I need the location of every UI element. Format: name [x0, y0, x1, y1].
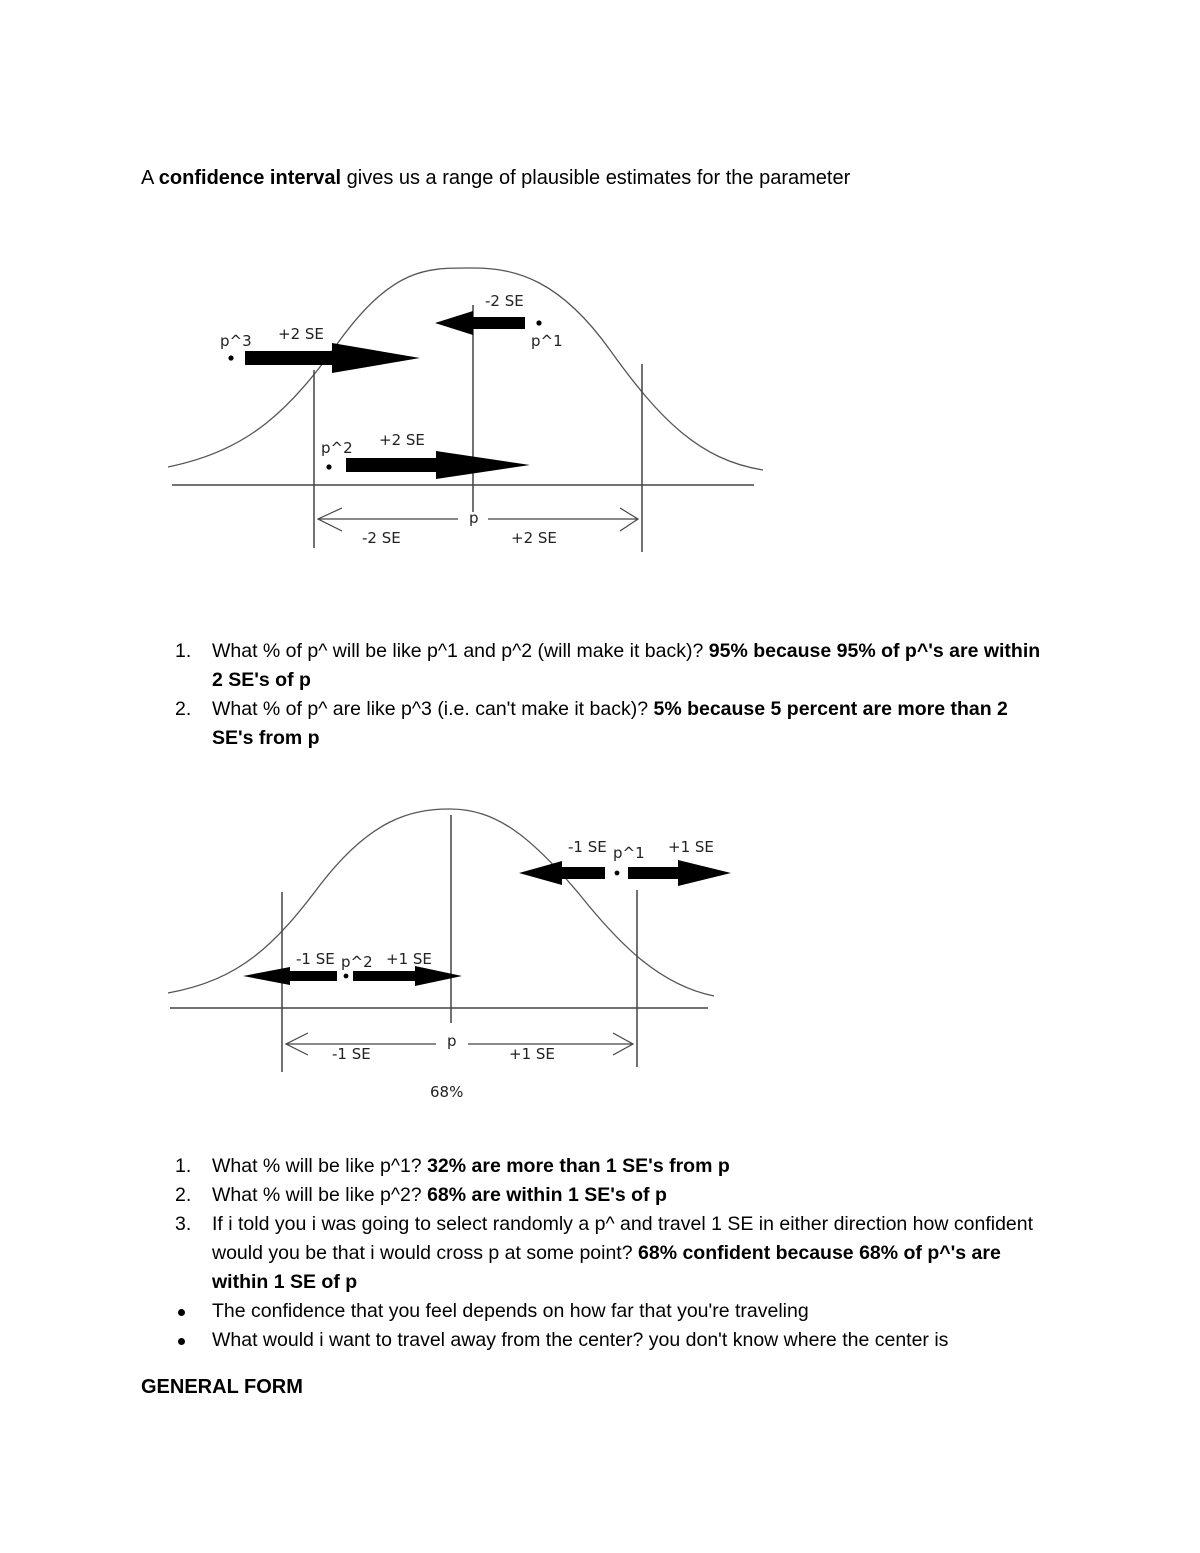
list-item [172, 1152, 1052, 1181]
normal-curve [168, 809, 714, 996]
left-span-label: -2 SE [362, 529, 401, 547]
intro-prefix: A [141, 167, 159, 189]
percent-label: 68% [430, 1083, 464, 1101]
normal-curve [168, 268, 763, 470]
section-heading: GENERAL FORM [141, 1376, 303, 1398]
question-text: What % will be like p^2? [212, 1184, 428, 1206]
p-hat-2-label: p^2 [321, 439, 353, 457]
p-hat-1-point [615, 871, 620, 876]
arrow1-left-label: -1 SE [568, 838, 607, 856]
list-number: 2. [175, 1184, 192, 1206]
arrow3-label: +2 SE [278, 325, 324, 343]
right-span-label: +2 SE [511, 529, 557, 547]
bullet-item [172, 1297, 1052, 1326]
arrow1-left-arrow [435, 311, 525, 335]
bullet-dot-icon [178, 1309, 185, 1316]
arrow1-label: -2 SE [485, 292, 524, 310]
list-item [172, 637, 1052, 695]
answer-text: 68% are within 1 SE's of p [427, 1184, 667, 1206]
arrow2-label: +2 SE [379, 431, 425, 449]
arrow2-right-label: +1 SE [386, 950, 432, 968]
p-hat-1-label: p^1 [531, 332, 563, 350]
bullet-text: The confidence that you feel depends on how far that you're traveling [212, 1300, 809, 1322]
question-list-2 [172, 1152, 1052, 1355]
p-label: p [469, 509, 479, 527]
arrow2-right-arrow [346, 451, 530, 479]
p-hat-3-label: p^3 [220, 332, 252, 350]
bullet-text: What would i want to travel away from the center? you don't know where the center is [212, 1329, 949, 1351]
intro-sentence [141, 165, 850, 191]
arrow2-left-label: -1 SE [296, 950, 335, 968]
p-label: p [447, 1032, 457, 1050]
p-hat-3-point [228, 355, 233, 360]
question-text: What % of p^ will be like p^1 and p^2 (will make it back)? [212, 640, 709, 662]
right-span-label: +1 SE [509, 1045, 555, 1063]
list-number: 3. [175, 1213, 192, 1235]
answer-text: 32% are more than 1 SE's from p [427, 1155, 730, 1177]
list-item [172, 1181, 1052, 1210]
diagram-one-se [0, 795, 800, 1115]
arrow1-right-arrow [628, 860, 731, 886]
p-hat-2-label: p^2 [341, 953, 373, 971]
arrow3-right-arrow [245, 343, 420, 373]
intro-term: confidence interval [158, 167, 342, 189]
question-text: If i told you i was going to select randomly a p^ and travel 1 SE in either direction how confident would you be that i would cross p at some point? [212, 1213, 1034, 1264]
arrow1-right-label: +1 SE [668, 838, 714, 856]
question-text: What % of p^ are like p^3 (i.e. can't make it back)? [212, 698, 654, 720]
intro-rest: gives us a range of plausible estimates for the parameter [341, 167, 851, 189]
list-item [172, 1210, 1052, 1297]
left-span-label: -1 SE [332, 1045, 371, 1063]
arrow1-left-arrow [519, 861, 605, 885]
list-item [172, 695, 1052, 753]
question-list-1 [172, 637, 1052, 753]
p-hat-1-point [536, 320, 541, 325]
bullet-dot-icon [178, 1338, 185, 1345]
answer-text: 5% because 5 percent are more than 2 SE's from p [212, 698, 1008, 749]
list-number: 1. [175, 640, 192, 662]
p-hat-2-point [326, 464, 331, 469]
p-hat-2-point [344, 974, 349, 979]
answer-text: 95% because 95% of p^'s are within 2 SE's of p [212, 640, 1041, 691]
answer-text: 68% confident because 68% of p^'s are within 1 SE of p [212, 1242, 1001, 1293]
p-hat-1-label: p^1 [613, 844, 645, 862]
list-number: 1. [175, 1155, 192, 1177]
diagram-two-se [0, 250, 800, 570]
bullet-item [172, 1326, 1052, 1355]
arrow2-left-arrow [243, 967, 337, 985]
question-text: What % will be like p^1? [212, 1155, 428, 1177]
list-number: 2. [175, 698, 192, 720]
